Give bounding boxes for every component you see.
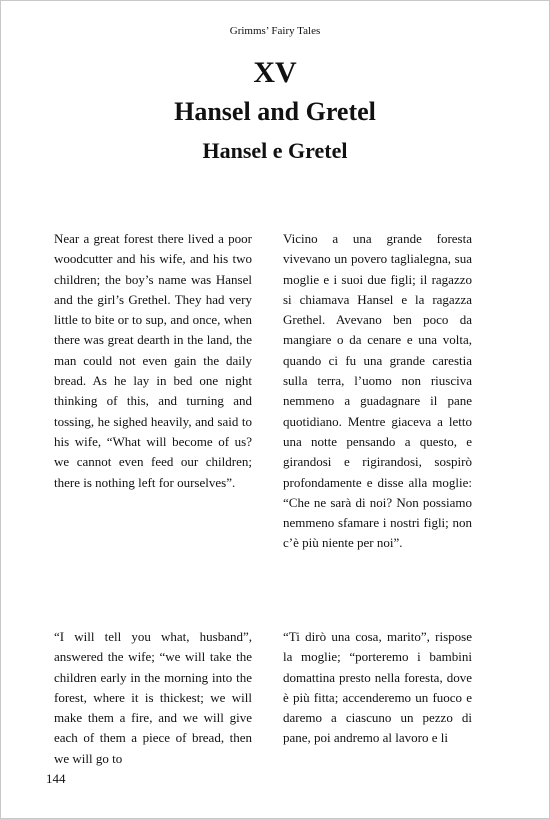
- italian-paragraph-2: “Ti dirò una cosa, marito”, rispose la moglie; “porteremo i bambini domattina presto nella foresta, dove è più fitta; accenderemo un fuoco e daremo a ciascuno un pezzo di pane, poi andremo al lavoro e li: [283, 629, 472, 746]
- chapter-title-english: Hansel and Gretel: [174, 97, 376, 126]
- english-paragraph-1: Near a great forest there lived a poor woodcutter and his wife, and his two children; the boy’s name was Hansel and the girl’s Grethel. They had very little to bite or to sup, and once, when there was great dearth in the land, the man could not even gain the daily bread. As he lay in bed one night thinking of this, and turning and tossing, he sighed heavily, and said to his wife, “What will become of us? we cannot even feed our children; there is nothing left for ourselves”.: [54, 231, 252, 490]
- english-paragraph-2: “I will tell you what, husband”, answered the wife; “we will take the children early in the morning into the forest, where it is thickest; we will make them a fire, and we will give each of them a piece of bread, then we will go to: [54, 629, 252, 766]
- chapter-title-italian: Hansel e Gretel: [202, 138, 348, 163]
- page-number: 144: [46, 771, 66, 786]
- running-header: Grimms’ Fairy Tales: [229, 25, 321, 37]
- italian-paragraph-1: Vicino a una grande foresta vivevano un povero taglialegna, sua moglie e i suoi due figli; il ragazzo si chiamava Hansel e la ragazza Grethel. Avevano ben poco da mangiare o da cenare e una volta, quando ci fu una grande carestia sulla terra, l’uomo non riusciva nemmeno a guadagnare il pane quotidiano. Mentre giaceva a letto una notte pensando a questo, e girandosi e rigirandosi, sospirò profondamente e disse alla moglie: “Che ne sarà di noi? Non possiamo nemmeno sfamare i nostri figli; non c’è più niente per noi”.: [283, 231, 472, 551]
- chapter-number: XV: [253, 56, 297, 89]
